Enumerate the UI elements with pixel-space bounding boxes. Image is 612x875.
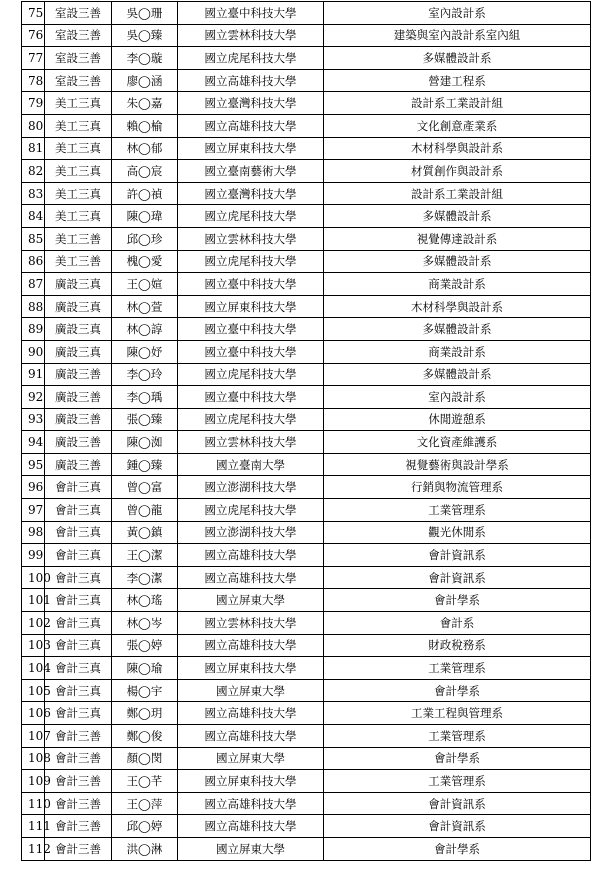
department-name: 會計資訊系 [324, 815, 591, 838]
school-name: 國立雲林科技大學 [178, 227, 324, 250]
class-name: 廣設三善 [45, 431, 112, 454]
table-row [22, 295, 591, 318]
department-name: 觀光休閒系 [324, 521, 591, 544]
school-name: 國立高雄科技大學 [178, 69, 324, 92]
class-name: 會計三真 [45, 657, 112, 680]
row-number: 91 [22, 363, 45, 386]
table-row [22, 2, 591, 25]
class-name: 會計三真 [45, 702, 112, 725]
school-name: 國立雲林科技大學 [178, 431, 324, 454]
table-row [22, 792, 591, 815]
student-name: 李◯潔 [112, 566, 178, 589]
department-name: 多媒體設計系 [324, 47, 591, 70]
school-name: 國立屏東科技大學 [178, 657, 324, 680]
student-name: 吳◯臻 [112, 24, 178, 47]
school-name: 國立澎湖科技大學 [178, 476, 324, 499]
table-row [22, 363, 591, 386]
row-number: 76 [22, 24, 45, 47]
department-name: 會計資訊系 [324, 792, 591, 815]
class-name: 美工三真 [45, 205, 112, 228]
class-name: 室設三善 [45, 2, 112, 25]
table-row [22, 24, 591, 47]
student-name: 鄭◯俊 [112, 725, 178, 748]
school-name: 國立臺南大學 [178, 453, 324, 476]
school-name: 國立高雄科技大學 [178, 634, 324, 657]
school-name: 國立高雄科技大學 [178, 792, 324, 815]
row-number: 110 [22, 792, 45, 815]
row-number: 111 [22, 815, 45, 838]
student-name: 林◯岑 [112, 612, 178, 635]
department-name: 室內設計系 [324, 2, 591, 25]
school-name: 國立高雄科技大學 [178, 114, 324, 137]
table-row [22, 386, 591, 409]
department-name: 商業設計系 [324, 273, 591, 296]
department-name: 營建工程系 [324, 69, 591, 92]
row-number: 98 [22, 521, 45, 544]
department-name: 會計學系 [324, 837, 591, 860]
table-row [22, 340, 591, 363]
class-name: 室設三善 [45, 69, 112, 92]
row-number: 77 [22, 47, 45, 70]
row-number: 94 [22, 431, 45, 454]
school-name: 國立高雄科技大學 [178, 544, 324, 567]
row-number: 81 [22, 137, 45, 160]
department-name: 視覺藝術與設計學系 [324, 453, 591, 476]
school-name: 國立虎尾科技大學 [178, 499, 324, 522]
row-number: 108 [22, 747, 45, 770]
table-row [22, 92, 591, 115]
row-number: 86 [22, 250, 45, 273]
row-number: 99 [22, 544, 45, 567]
class-name: 會計三善 [45, 747, 112, 770]
row-number: 103 [22, 634, 45, 657]
table-row [22, 250, 591, 273]
department-name: 會計資訊系 [324, 544, 591, 567]
student-name: 顏◯閔 [112, 747, 178, 770]
student-name: 朱◯嘉 [112, 92, 178, 115]
row-number: 104 [22, 657, 45, 680]
school-name: 國立虎尾科技大學 [178, 47, 324, 70]
table-row [22, 770, 591, 793]
row-number: 75 [22, 2, 45, 25]
department-name: 會計學系 [324, 747, 591, 770]
department-name: 工業工程與管理系 [324, 702, 591, 725]
table-row [22, 725, 591, 748]
table-row [22, 69, 591, 92]
table-row [22, 453, 591, 476]
class-name: 會計三真 [45, 499, 112, 522]
school-name: 國立高雄科技大學 [178, 566, 324, 589]
class-name: 美工三真 [45, 182, 112, 205]
department-name: 文化創意產業系 [324, 114, 591, 137]
class-name: 廣設三真 [45, 318, 112, 341]
class-name: 會計三善 [45, 837, 112, 860]
row-number: 102 [22, 612, 45, 635]
school-name: 國立臺灣科技大學 [178, 92, 324, 115]
school-name: 國立高雄科技大學 [178, 815, 324, 838]
table-row [22, 589, 591, 612]
class-name: 會計三善 [45, 725, 112, 748]
row-number: 78 [22, 69, 45, 92]
school-name: 國立雲林科技大學 [178, 612, 324, 635]
table-row [22, 499, 591, 522]
class-name: 會計三真 [45, 612, 112, 635]
student-name: 楊◯宇 [112, 679, 178, 702]
student-name: 陳◯妤 [112, 340, 178, 363]
school-name: 國立高雄科技大學 [178, 702, 324, 725]
school-name: 國立臺中科技大學 [178, 340, 324, 363]
student-name: 賴◯榆 [112, 114, 178, 137]
class-name: 會計三真 [45, 589, 112, 612]
row-number: 83 [22, 182, 45, 205]
department-name: 工業管理系 [324, 657, 591, 680]
student-name: 林◯瑤 [112, 589, 178, 612]
department-name: 財政稅務系 [324, 634, 591, 657]
table-row [22, 702, 591, 725]
student-name: 邱◯婷 [112, 815, 178, 838]
table-row [22, 815, 591, 838]
row-number: 93 [22, 408, 45, 431]
table-row [22, 160, 591, 183]
class-name: 廣設三善 [45, 363, 112, 386]
class-name: 會計三善 [45, 792, 112, 815]
admission-roster-table [21, 1, 591, 861]
student-name: 王◯潔 [112, 544, 178, 567]
school-name: 國立臺灣科技大學 [178, 182, 324, 205]
student-name: 林◯郁 [112, 137, 178, 160]
department-name: 木材科學與設計系 [324, 137, 591, 160]
table-row [22, 273, 591, 296]
table-row [22, 747, 591, 770]
student-name: 李◯玲 [112, 363, 178, 386]
table-row [22, 137, 591, 160]
department-name: 設計系工業設計組 [324, 92, 591, 115]
table-row [22, 837, 591, 860]
table-row [22, 182, 591, 205]
student-name: 王◯芊 [112, 770, 178, 793]
row-number: 85 [22, 227, 45, 250]
school-name: 國立澎湖科技大學 [178, 521, 324, 544]
school-name: 國立雲林科技大學 [178, 24, 324, 47]
row-number: 90 [22, 340, 45, 363]
table-row [22, 114, 591, 137]
row-number: 101 [22, 589, 45, 612]
department-name: 休閒遊憩系 [324, 408, 591, 431]
department-name: 材質創作與設計系 [324, 160, 591, 183]
department-name: 設計系工業設計組 [324, 182, 591, 205]
student-name: 林◯萱 [112, 295, 178, 318]
department-name: 木材科學與設計系 [324, 295, 591, 318]
student-name: 李◯璇 [112, 47, 178, 70]
student-name: 陳◯洳 [112, 431, 178, 454]
class-name: 美工三善 [45, 227, 112, 250]
department-name: 會計學系 [324, 679, 591, 702]
department-name: 會計系 [324, 612, 591, 635]
row-number: 80 [22, 114, 45, 137]
department-name: 多媒體設計系 [324, 318, 591, 341]
school-name: 國立虎尾科技大學 [178, 250, 324, 273]
department-name: 工業管理系 [324, 725, 591, 748]
class-name: 會計三真 [45, 476, 112, 499]
student-name: 邱◯珍 [112, 227, 178, 250]
student-name: 曾◯龍 [112, 499, 178, 522]
row-number: 97 [22, 499, 45, 522]
school-name: 國立高雄科技大學 [178, 725, 324, 748]
student-name: 黃◯鎮 [112, 521, 178, 544]
department-name: 多媒體設計系 [324, 205, 591, 228]
row-number: 89 [22, 318, 45, 341]
class-name: 廣設三真 [45, 340, 112, 363]
department-name: 會計學系 [324, 589, 591, 612]
row-number: 105 [22, 679, 45, 702]
table-row [22, 318, 591, 341]
department-name: 視覺傳達設計系 [324, 227, 591, 250]
class-name: 會計三真 [45, 634, 112, 657]
school-name: 國立屏東大學 [178, 837, 324, 860]
department-name: 多媒體設計系 [324, 363, 591, 386]
table-row [22, 521, 591, 544]
department-name: 建築與室內設計系室內組 [324, 24, 591, 47]
table-row [22, 47, 591, 70]
class-name: 室設三善 [45, 24, 112, 47]
table-row [22, 476, 591, 499]
student-name: 李◯瑀 [112, 386, 178, 409]
school-name: 國立臺中科技大學 [178, 386, 324, 409]
class-name: 室設三善 [45, 47, 112, 70]
school-name: 國立屏東科技大學 [178, 137, 324, 160]
student-name: 王◯媗 [112, 273, 178, 296]
class-name: 美工三真 [45, 160, 112, 183]
class-name: 廣設三真 [45, 295, 112, 318]
table-row [22, 657, 591, 680]
department-name: 會計資訊系 [324, 566, 591, 589]
department-name: 室內設計系 [324, 386, 591, 409]
department-name: 多媒體設計系 [324, 250, 591, 273]
table-row [22, 679, 591, 702]
class-name: 會計三真 [45, 544, 112, 567]
row-number: 92 [22, 386, 45, 409]
row-number: 107 [22, 725, 45, 748]
student-name: 張◯臻 [112, 408, 178, 431]
class-name: 美工三善 [45, 250, 112, 273]
student-name: 鍾◯臻 [112, 453, 178, 476]
student-name: 曾◯富 [112, 476, 178, 499]
department-name: 行銷與物流管理系 [324, 476, 591, 499]
student-name: 吳◯珊 [112, 2, 178, 25]
class-name: 會計三善 [45, 770, 112, 793]
school-name: 國立臺中科技大學 [178, 2, 324, 25]
row-number: 82 [22, 160, 45, 183]
table-row [22, 431, 591, 454]
table-row [22, 566, 591, 589]
row-number: 106 [22, 702, 45, 725]
class-name: 廣設三真 [45, 273, 112, 296]
school-name: 國立虎尾科技大學 [178, 205, 324, 228]
class-name: 會計三真 [45, 566, 112, 589]
row-number: 95 [22, 453, 45, 476]
student-name: 張◯婷 [112, 634, 178, 657]
student-name: 王◯萍 [112, 792, 178, 815]
row-number: 96 [22, 476, 45, 499]
student-name: 鄭◯玥 [112, 702, 178, 725]
school-name: 國立虎尾科技大學 [178, 408, 324, 431]
class-name: 廣設三善 [45, 408, 112, 431]
table-row [22, 612, 591, 635]
student-name: 許◯禎 [112, 182, 178, 205]
department-name: 工業管理系 [324, 499, 591, 522]
class-name: 廣設三善 [45, 386, 112, 409]
student-name: 林◯諄 [112, 318, 178, 341]
department-name: 商業設計系 [324, 340, 591, 363]
school-name: 國立屏東大學 [178, 747, 324, 770]
table-row [22, 408, 591, 431]
class-name: 會計三真 [45, 521, 112, 544]
school-name: 國立屏東大學 [178, 589, 324, 612]
school-name: 國立屏東大學 [178, 679, 324, 702]
school-name: 國立虎尾科技大學 [178, 363, 324, 386]
student-name: 高◯宸 [112, 160, 178, 183]
department-name: 文化資產維護系 [324, 431, 591, 454]
row-number: 112 [22, 837, 45, 860]
student-name: 陳◯瑜 [112, 657, 178, 680]
row-number: 100 [22, 566, 45, 589]
row-number: 84 [22, 205, 45, 228]
student-name: 洪◯淋 [112, 837, 178, 860]
table-row [22, 227, 591, 250]
row-number: 109 [22, 770, 45, 793]
school-name: 國立臺中科技大學 [178, 273, 324, 296]
roster-body [22, 2, 591, 861]
school-name: 國立臺南藝術大學 [178, 160, 324, 183]
class-name: 美工三真 [45, 137, 112, 160]
table-row [22, 634, 591, 657]
department-name: 工業管理系 [324, 770, 591, 793]
row-number: 87 [22, 273, 45, 296]
student-name: 陳◯瑋 [112, 205, 178, 228]
class-name: 廣設三善 [45, 453, 112, 476]
school-name: 國立屏東科技大學 [178, 770, 324, 793]
class-name: 美工三真 [45, 114, 112, 137]
school-name: 國立臺中科技大學 [178, 318, 324, 341]
school-name: 國立屏東科技大學 [178, 295, 324, 318]
student-name: 廖◯涵 [112, 69, 178, 92]
row-number: 88 [22, 295, 45, 318]
row-number: 79 [22, 92, 45, 115]
table-row [22, 544, 591, 567]
table-row [22, 205, 591, 228]
student-name: 槐◯愛 [112, 250, 178, 273]
class-name: 會計三善 [45, 815, 112, 838]
class-name: 美工三真 [45, 92, 112, 115]
class-name: 會計三真 [45, 679, 112, 702]
